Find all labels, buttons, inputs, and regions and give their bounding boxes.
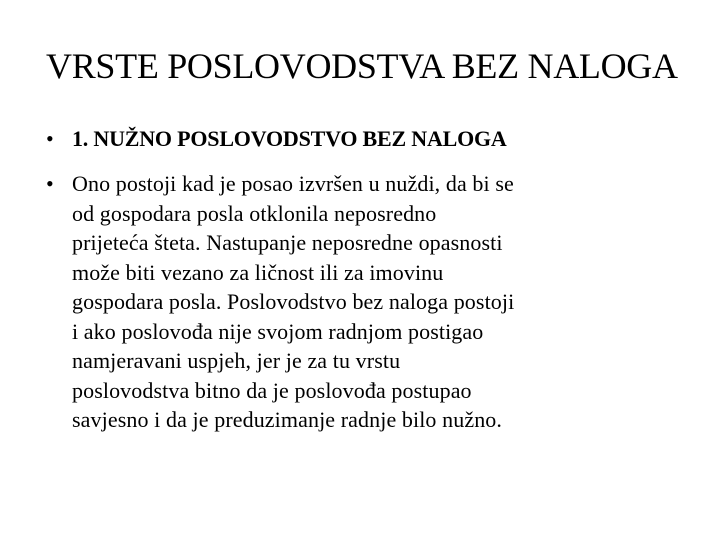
bullet-heading-text: 1. NUŽNO POSLOVODSTVO BEZ NALOGA: [72, 126, 507, 151]
paragraph-line: Ono postoji kad je posao izvršen u nuždi, da bi se: [72, 171, 514, 196]
bullet-list: [46, 124, 696, 435]
slide-title: VRSTE POSLOVODSTVA BEZ NALOGA: [46, 46, 678, 86]
paragraph-line: prijeteća šteta. Nastupanje neposredne opasnosti: [72, 230, 503, 255]
bullet-paragraph: [72, 169, 696, 435]
paragraph-line: namjeravani uspjeh, jer je za tu vrstu: [72, 348, 401, 373]
paragraph-line: i ako poslovođa nije svojom radnjom postigao: [72, 318, 484, 344]
paragraph-line: od gospodara posla otklonila neposredno: [72, 200, 437, 226]
bullet-item-heading: [46, 124, 696, 154]
bullet-marker: •: [46, 171, 54, 196]
paragraph-line: može biti vezano za ličnost ili za imovinu: [72, 259, 444, 285]
bullet-item-paragraph: [46, 169, 696, 435]
paragraph-line: savjesno i da je preduzimanje radnje bilo nužno.: [72, 407, 502, 432]
bullet-marker: •: [46, 126, 54, 151]
paragraph-line: gospodara posla. Poslovodstvo bez naloga postoji: [72, 289, 515, 314]
paragraph-line: poslovodstva bitno da je poslovođa postupao: [72, 377, 472, 403]
